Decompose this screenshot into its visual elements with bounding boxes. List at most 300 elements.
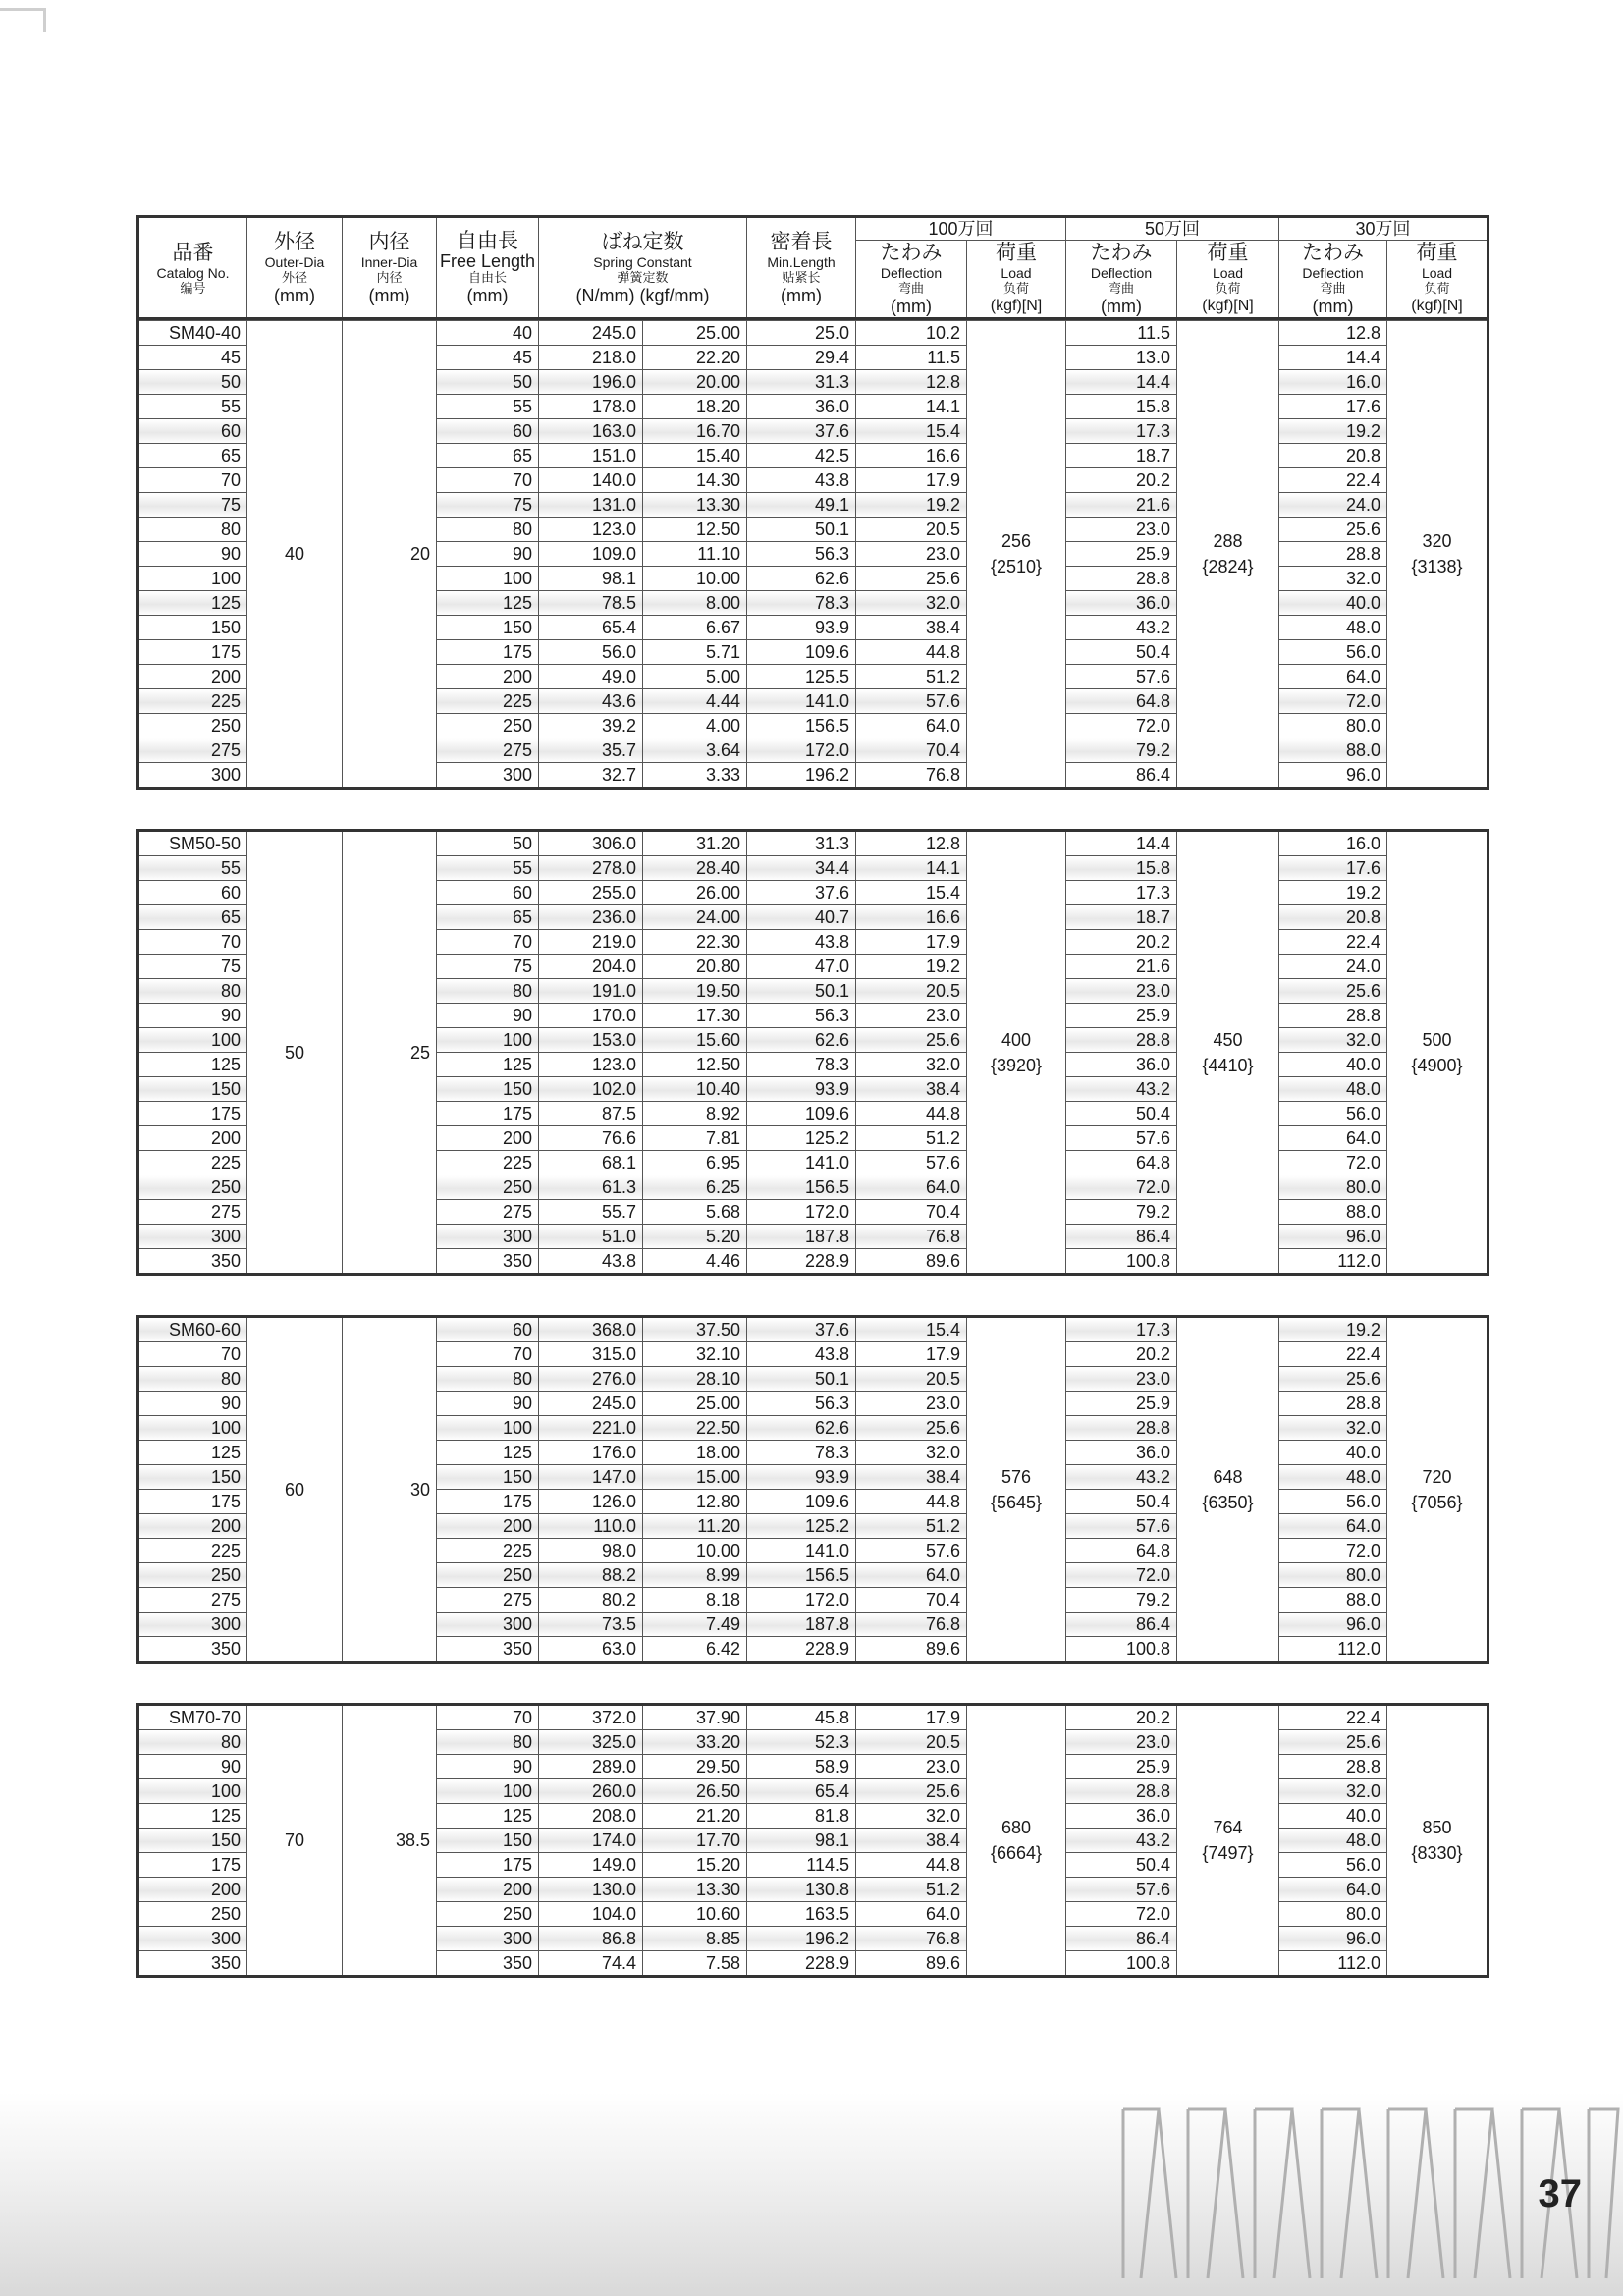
spring-constant-n-cell: 61.3: [539, 1175, 643, 1200]
load-50-cell: [1177, 831, 1279, 1275]
deflection-30-cell: 28.8: [1279, 542, 1387, 567]
deflection-100-cell: 19.2: [856, 955, 967, 979]
catalog-no-cell: 90: [138, 1004, 247, 1028]
deflection-30-cell: 56.0: [1279, 1490, 1387, 1514]
min-length-cell: 50.1: [747, 1367, 856, 1392]
min-length-cell: 130.8: [747, 1878, 856, 1902]
deflection-50-cell: 14.4: [1066, 831, 1177, 856]
deflection-100-cell: 12.8: [856, 370, 967, 395]
free-length-cell: 150: [437, 1077, 539, 1102]
deflection-50-cell: 25.9: [1066, 542, 1177, 567]
deflection-50-cell: 57.6: [1066, 665, 1177, 689]
spring-constant-kgf-cell: 28.10: [643, 1367, 747, 1392]
deflection-50-cell: 25.9: [1066, 1755, 1177, 1779]
min-length-cell: 93.9: [747, 1465, 856, 1490]
header-load-50: 荷重 Load 负荷 (kgf)[N]: [1177, 241, 1279, 319]
spring-constant-n-cell: 55.7: [539, 1200, 643, 1225]
spring-constant-kgf-cell: 13.30: [643, 493, 747, 518]
deflection-100-cell: 76.8: [856, 1927, 967, 1951]
deflection-30-cell: 40.0: [1279, 591, 1387, 616]
deflection-50-cell: 50.4: [1066, 1102, 1177, 1126]
deflection-30-cell: 88.0: [1279, 1200, 1387, 1225]
deflection-100-cell: 89.6: [856, 1637, 967, 1663]
catalog-no-cell: 200: [138, 1126, 247, 1151]
spring-constant-n-cell: 204.0: [539, 955, 643, 979]
load-30-kgf: 720: [1422, 1466, 1452, 1487]
deflection-30-cell: 72.0: [1279, 1151, 1387, 1175]
min-length-cell: 125.2: [747, 1126, 856, 1151]
free-length-cell: 80: [437, 518, 539, 542]
spring-constant-n-cell: 130.0: [539, 1878, 643, 1902]
min-length-cell: 125.5: [747, 665, 856, 689]
outer-dia-cell: [247, 1317, 343, 1663]
deflection-100-cell: 44.8: [856, 1102, 967, 1126]
spring-constant-kgf-cell: 18.00: [643, 1441, 747, 1465]
catalog-no-cell: 150: [138, 616, 247, 640]
load-100-kgf: 400: [1001, 1029, 1032, 1050]
page-number: 37: [1538, 2172, 1582, 2215]
free-length-cell: 300: [437, 1225, 539, 1249]
load-30-cell: [1387, 321, 1488, 789]
spring-constant-n-cell: 109.0: [539, 542, 643, 567]
deflection-50-cell: 43.2: [1066, 1465, 1177, 1490]
deflection-100-cell: 15.4: [856, 1317, 967, 1342]
deflection-50-cell: 17.3: [1066, 419, 1177, 444]
spec-table-group-50: [136, 829, 1489, 1276]
deflection-100-cell: 20.5: [856, 518, 967, 542]
free-length-cell: 70: [437, 468, 539, 493]
deflection-50-cell: 17.3: [1066, 1317, 1177, 1342]
deflection-30-cell: 28.8: [1279, 1755, 1387, 1779]
spring-constant-n-cell: 43.8: [539, 1249, 643, 1275]
catalog-no-cell: 300: [138, 1613, 247, 1637]
spring-constant-kgf-cell: 19.50: [643, 979, 747, 1004]
catalog-no-cell: 250: [138, 1175, 247, 1200]
deflection-30-cell: 80.0: [1279, 1175, 1387, 1200]
spring-constant-kgf-cell: 5.00: [643, 665, 747, 689]
deflection-30-cell: 64.0: [1279, 665, 1387, 689]
min-length-cell: 156.5: [747, 1563, 856, 1588]
outer-dia-value: 70: [284, 1831, 305, 1850]
catalog-no-cell: 200: [138, 1514, 247, 1539]
load-100-cell: [967, 1317, 1066, 1663]
catalog-no-cell: 350: [138, 1637, 247, 1663]
load-50-n: {2824}: [1202, 557, 1254, 576]
free-length-cell: 175: [437, 1102, 539, 1126]
catalog-no-cell: 275: [138, 738, 247, 763]
spring-constant-kgf-cell: 3.64: [643, 738, 747, 763]
spring-constant-kgf-cell: 15.40: [643, 444, 747, 468]
min-length-cell: 43.8: [747, 930, 856, 955]
catalog-no-cell: 150: [138, 1077, 247, 1102]
deflection-50-cell: 86.4: [1066, 1225, 1177, 1249]
catalog-no-cell: 60: [138, 419, 247, 444]
free-length-cell: 75: [437, 955, 539, 979]
spring-constant-n-cell: 76.6: [539, 1126, 643, 1151]
spring-constant-n-cell: 87.5: [539, 1102, 643, 1126]
spring-constant-kgf-cell: 8.18: [643, 1588, 747, 1613]
deflection-50-cell: 20.2: [1066, 930, 1177, 955]
catalog-no-cell: 275: [138, 1200, 247, 1225]
deflection-30-cell: 22.4: [1279, 1705, 1387, 1730]
catalog-no-cell: 175: [138, 1490, 247, 1514]
inner-dia-cell: [343, 321, 437, 789]
min-length-cell: 45.8: [747, 1705, 856, 1730]
deflection-50-cell: 18.7: [1066, 905, 1177, 930]
deflection-100-cell: 32.0: [856, 1053, 967, 1077]
spring-constant-n-cell: 32.7: [539, 763, 643, 789]
catalog-no-cell: 70: [138, 1342, 247, 1367]
free-length-cell: 125: [437, 1053, 539, 1077]
spring-constant-n-cell: 73.5: [539, 1613, 643, 1637]
spring-constant-kgf-cell: 4.00: [643, 714, 747, 738]
spring-constant-n-cell: 289.0: [539, 1755, 643, 1779]
free-length-cell: 125: [437, 1441, 539, 1465]
group-spacer: [136, 1664, 1487, 1703]
free-length-cell: 150: [437, 1829, 539, 1853]
spring-constant-n-cell: 147.0: [539, 1465, 643, 1490]
inner-dia-value: 20: [409, 544, 430, 564]
spring-constant-n-cell: 63.0: [539, 1637, 643, 1663]
deflection-50-cell: 21.6: [1066, 955, 1177, 979]
spring-constant-kgf-cell: 10.00: [643, 1539, 747, 1563]
header-deflection-50: たわみ Deflection 弯曲 (mm): [1066, 241, 1177, 319]
deflection-100-cell: 44.8: [856, 1853, 967, 1878]
spring-constant-kgf-cell: 8.92: [643, 1102, 747, 1126]
inner-dia-cell: [343, 1705, 437, 1977]
table-row: [138, 831, 1488, 856]
load-50-kgf: 648: [1213, 1466, 1243, 1487]
min-length-cell: 29.4: [747, 346, 856, 370]
deflection-100-cell: 32.0: [856, 1804, 967, 1829]
deflection-30-cell: 96.0: [1279, 1927, 1387, 1951]
spring-constant-kgf-cell: 28.40: [643, 856, 747, 881]
min-length-cell: 65.4: [747, 1779, 856, 1804]
deflection-30-cell: 17.6: [1279, 395, 1387, 419]
outer-dia-cell: [247, 831, 343, 1275]
header-outer-dia: 外径 Outer-Dia 外径 (mm): [247, 217, 343, 319]
spring-constant-n-cell: 35.7: [539, 738, 643, 763]
deflection-50-cell: 28.8: [1066, 1028, 1177, 1053]
spring-constant-n-cell: 174.0: [539, 1829, 643, 1853]
spring-constant-kgf-cell: 22.20: [643, 346, 747, 370]
catalog-no-cell: 300: [138, 1927, 247, 1951]
spring-constant-kgf-cell: 31.20: [643, 831, 747, 856]
spring-constant-kgf-cell: 7.81: [643, 1126, 747, 1151]
free-length-cell: 80: [437, 1367, 539, 1392]
catalog-no-cell: 90: [138, 1755, 247, 1779]
free-length-cell: 70: [437, 1705, 539, 1730]
deflection-50-cell: 20.2: [1066, 1705, 1177, 1730]
spring-constant-n-cell: 98.0: [539, 1539, 643, 1563]
load-30-n: {3138}: [1411, 557, 1463, 576]
deflection-100-cell: 57.6: [856, 1151, 967, 1175]
min-length-cell: 228.9: [747, 1637, 856, 1663]
spring-constant-n-cell: 102.0: [539, 1077, 643, 1102]
inner-dia-value: 38.5: [395, 1831, 430, 1850]
spring-constant-n-cell: 372.0: [539, 1705, 643, 1730]
min-length-cell: 25.0: [747, 321, 856, 346]
free-length-cell: 175: [437, 1490, 539, 1514]
deflection-30-cell: 56.0: [1279, 1102, 1387, 1126]
free-length-cell: 275: [437, 1588, 539, 1613]
table-row: [138, 321, 1488, 346]
deflection-50-cell: 100.8: [1066, 1249, 1177, 1275]
catalog-no-cell: 350: [138, 1249, 247, 1275]
free-length-cell: 200: [437, 1126, 539, 1151]
load-100-kgf: 680: [1001, 1818, 1032, 1837]
deflection-100-cell: 76.8: [856, 1225, 967, 1249]
spring-constant-n-cell: 126.0: [539, 1490, 643, 1514]
inner-dia-value: 30: [409, 1479, 430, 1500]
deflection-50-cell: 21.6: [1066, 493, 1177, 518]
min-length-cell: 34.4: [747, 856, 856, 881]
spring-constant-kgf-cell: 12.50: [643, 1053, 747, 1077]
spring-constant-kgf-cell: 6.42: [643, 1637, 747, 1663]
deflection-30-cell: 48.0: [1279, 1829, 1387, 1853]
spring-constant-n-cell: 176.0: [539, 1441, 643, 1465]
load-30-kgf: 850: [1422, 1818, 1452, 1837]
spring-constant-n-cell: 56.0: [539, 640, 643, 665]
spring-constant-kgf-cell: 26.50: [643, 1779, 747, 1804]
load-100-cell: [967, 321, 1066, 789]
load-30-n: {8330}: [1411, 1843, 1463, 1863]
deflection-50-cell: 72.0: [1066, 1175, 1177, 1200]
min-length-cell: 163.5: [747, 1902, 856, 1927]
deflection-30-cell: 88.0: [1279, 1588, 1387, 1613]
spring-constant-kgf-cell: 29.50: [643, 1755, 747, 1779]
deflection-100-cell: 23.0: [856, 1392, 967, 1416]
spring-constant-n-cell: 218.0: [539, 346, 643, 370]
catalog-no-cell: SM70-70: [138, 1705, 247, 1730]
free-length-cell: 65: [437, 905, 539, 930]
outer-dia-cell: [247, 321, 343, 789]
free-length-cell: 40: [437, 321, 539, 346]
min-length-cell: 42.5: [747, 444, 856, 468]
spring-constant-n-cell: 123.0: [539, 1053, 643, 1077]
spring-constant-kgf-cell: 10.40: [643, 1077, 747, 1102]
free-length-cell: 45: [437, 346, 539, 370]
catalog-no-cell: 225: [138, 1539, 247, 1563]
deflection-100-cell: 76.8: [856, 763, 967, 789]
spec-table-group-70: [136, 1703, 1489, 1978]
deflection-30-cell: 32.0: [1279, 1028, 1387, 1053]
min-length-cell: 47.0: [747, 955, 856, 979]
deflection-50-cell: 50.4: [1066, 1490, 1177, 1514]
spring-constant-kgf-cell: 7.58: [643, 1951, 747, 1977]
free-length-cell: 275: [437, 1200, 539, 1225]
deflection-30-cell: 112.0: [1279, 1249, 1387, 1275]
catalog-no-cell: 60: [138, 881, 247, 905]
load-30-cell: [1387, 1317, 1488, 1663]
deflection-30-cell: 80.0: [1279, 714, 1387, 738]
spring-constant-kgf-cell: 8.00: [643, 591, 747, 616]
min-length-cell: 172.0: [747, 1200, 856, 1225]
catalog-no-cell: 90: [138, 1392, 247, 1416]
deflection-50-cell: 23.0: [1066, 979, 1177, 1004]
deflection-100-cell: 64.0: [856, 1175, 967, 1200]
free-length-cell: 225: [437, 1151, 539, 1175]
spring-constant-n-cell: 245.0: [539, 1392, 643, 1416]
free-length-cell: 300: [437, 763, 539, 789]
catalog-no-cell: 45: [138, 346, 247, 370]
inner-dia-value: 25: [409, 1042, 430, 1063]
deflection-50-cell: 72.0: [1066, 1902, 1177, 1927]
spring-constant-kgf-cell: 37.90: [643, 1705, 747, 1730]
deflection-100-cell: 19.2: [856, 493, 967, 518]
deflection-100-cell: 25.6: [856, 567, 967, 591]
min-length-cell: 52.3: [747, 1730, 856, 1755]
free-length-cell: 70: [437, 1342, 539, 1367]
load-100-cell: [967, 1705, 1066, 1977]
spring-constant-n-cell: 80.2: [539, 1588, 643, 1613]
deflection-100-cell: 15.4: [856, 419, 967, 444]
min-length-cell: 141.0: [747, 1539, 856, 1563]
deflection-50-cell: 64.8: [1066, 1539, 1177, 1563]
min-length-cell: 40.7: [747, 905, 856, 930]
spring-constant-kgf-cell: 17.30: [643, 1004, 747, 1028]
spring-constant-kgf-cell: 11.20: [643, 1514, 747, 1539]
inner-dia-cell: [343, 1317, 437, 1663]
spec-table-header: [136, 215, 1489, 320]
deflection-50-cell: 36.0: [1066, 1804, 1177, 1829]
deflection-30-cell: 64.0: [1279, 1878, 1387, 1902]
free-length-cell: 250: [437, 1902, 539, 1927]
spring-constant-kgf-cell: 10.00: [643, 567, 747, 591]
spring-constant-n-cell: 88.2: [539, 1563, 643, 1588]
spring-constant-unit-kgf: (kgf/mm): [639, 285, 710, 305]
deflection-100-cell: 17.9: [856, 1705, 967, 1730]
load-100-n: {6664}: [990, 1843, 1043, 1863]
deflection-100-cell: 64.0: [856, 714, 967, 738]
deflection-30-cell: 25.6: [1279, 979, 1387, 1004]
catalog-no-cell: 75: [138, 493, 247, 518]
spec-table-group-60: [136, 1315, 1489, 1664]
deflection-30-cell: 22.4: [1279, 930, 1387, 955]
free-length-cell: 60: [437, 1317, 539, 1342]
deflection-50-cell: 50.4: [1066, 1853, 1177, 1878]
catalog-no-cell: 225: [138, 1151, 247, 1175]
min-length-cell: 228.9: [747, 1249, 856, 1275]
deflection-50-cell: 43.2: [1066, 1829, 1177, 1853]
free-length-cell: 200: [437, 665, 539, 689]
free-length-cell: 60: [437, 881, 539, 905]
free-length-cell: 100: [437, 1028, 539, 1053]
deflection-50-cell: 57.6: [1066, 1126, 1177, 1151]
load-100-n: {3920}: [990, 1055, 1043, 1075]
catalog-no-cell: 275: [138, 1588, 247, 1613]
free-length-cell: 65: [437, 444, 539, 468]
deflection-100-cell: 15.4: [856, 881, 967, 905]
free-length-cell: 200: [437, 1878, 539, 1902]
deflection-50-cell: 17.3: [1066, 881, 1177, 905]
spring-constant-n-cell: 151.0: [539, 444, 643, 468]
catalog-no-cell: 100: [138, 1779, 247, 1804]
catalog-no-cell: 250: [138, 1563, 247, 1588]
catalog-no-cell: 55: [138, 856, 247, 881]
outer-dia-value: 40: [284, 544, 305, 564]
deflection-30-cell: 24.0: [1279, 955, 1387, 979]
load-50-cell: [1177, 321, 1279, 789]
min-length-cell: 156.5: [747, 1175, 856, 1200]
deflection-30-cell: 112.0: [1279, 1637, 1387, 1663]
load-50-kgf: 764: [1213, 1818, 1243, 1837]
deflection-30-cell: 96.0: [1279, 1613, 1387, 1637]
catalog-no-cell: 55: [138, 395, 247, 419]
deflection-30-cell: 64.0: [1279, 1514, 1387, 1539]
deflection-50-cell: 43.2: [1066, 1077, 1177, 1102]
free-length-cell: 125: [437, 591, 539, 616]
min-length-cell: 62.6: [747, 1416, 856, 1441]
min-length-cell: 114.5: [747, 1853, 856, 1878]
header-catalog-no: 品番 Catalog No. 编号: [138, 217, 247, 319]
spring-constant-kgf-cell: 15.60: [643, 1028, 747, 1053]
min-length-cell: 31.3: [747, 370, 856, 395]
spring-constant-kgf-cell: 13.30: [643, 1878, 747, 1902]
free-length-cell: 350: [437, 1951, 539, 1977]
spring-constant-unit-n: (N/mm): [575, 285, 635, 305]
free-length-cell: 100: [437, 1779, 539, 1804]
deflection-50-cell: 15.8: [1066, 395, 1177, 419]
catalog-no-cell: 70: [138, 468, 247, 493]
deflection-50-cell: 28.8: [1066, 567, 1177, 591]
catalog-no-cell: 225: [138, 689, 247, 714]
min-length-cell: 156.5: [747, 714, 856, 738]
min-length-cell: 43.8: [747, 1342, 856, 1367]
catalog-no-cell: 125: [138, 1441, 247, 1465]
free-length-cell: 175: [437, 1853, 539, 1878]
deflection-100-cell: 89.6: [856, 1249, 967, 1275]
deflection-100-cell: 23.0: [856, 542, 967, 567]
catalog-no-cell: 350: [138, 1951, 247, 1977]
spring-constant-kgf-cell: 14.30: [643, 468, 747, 493]
deflection-100-cell: 44.8: [856, 1490, 967, 1514]
spring-constant-kgf-cell: 16.70: [643, 419, 747, 444]
spring-constant-kgf-cell: 24.00: [643, 905, 747, 930]
deflection-100-cell: 76.8: [856, 1613, 967, 1637]
spring-constant-kgf-cell: 18.20: [643, 395, 747, 419]
table-row: [138, 1317, 1488, 1342]
deflection-30-cell: 96.0: [1279, 1225, 1387, 1249]
catalog-no-cell: 250: [138, 1902, 247, 1927]
free-length-cell: 55: [437, 856, 539, 881]
min-length-cell: 37.6: [747, 419, 856, 444]
spring-constant-n-cell: 219.0: [539, 930, 643, 955]
load-50-cell: [1177, 1317, 1279, 1663]
deflection-50-cell: 13.0: [1066, 346, 1177, 370]
header-deflection-100: たわみ Deflection 弯曲 (mm): [856, 241, 967, 319]
spring-constant-n-cell: 110.0: [539, 1514, 643, 1539]
corner-crop-mark: [0, 8, 46, 32]
spring-constant-n-cell: 51.0: [539, 1225, 643, 1249]
header-load-100: 荷重 Load 负荷 (kgf)[N]: [967, 241, 1066, 319]
spring-constant-kgf-cell: 21.20: [643, 1804, 747, 1829]
free-length-cell: 225: [437, 1539, 539, 1563]
header-inner-dia: 内径 Inner-Dia 内径 (mm): [343, 217, 437, 319]
deflection-30-cell: 12.8: [1279, 321, 1387, 346]
deflection-50-cell: 23.0: [1066, 1730, 1177, 1755]
min-length-cell: 43.8: [747, 468, 856, 493]
deflection-30-cell: 14.4: [1279, 346, 1387, 370]
spring-constant-kgf-cell: 25.00: [643, 1392, 747, 1416]
deflection-100-cell: 17.9: [856, 1342, 967, 1367]
deflection-30-cell: 20.8: [1279, 905, 1387, 930]
min-length-cell: 62.6: [747, 567, 856, 591]
deflection-50-cell: 36.0: [1066, 1441, 1177, 1465]
catalog-no-cell: 100: [138, 1416, 247, 1441]
free-length-cell: 200: [437, 1514, 539, 1539]
spring-constant-n-cell: 78.5: [539, 591, 643, 616]
